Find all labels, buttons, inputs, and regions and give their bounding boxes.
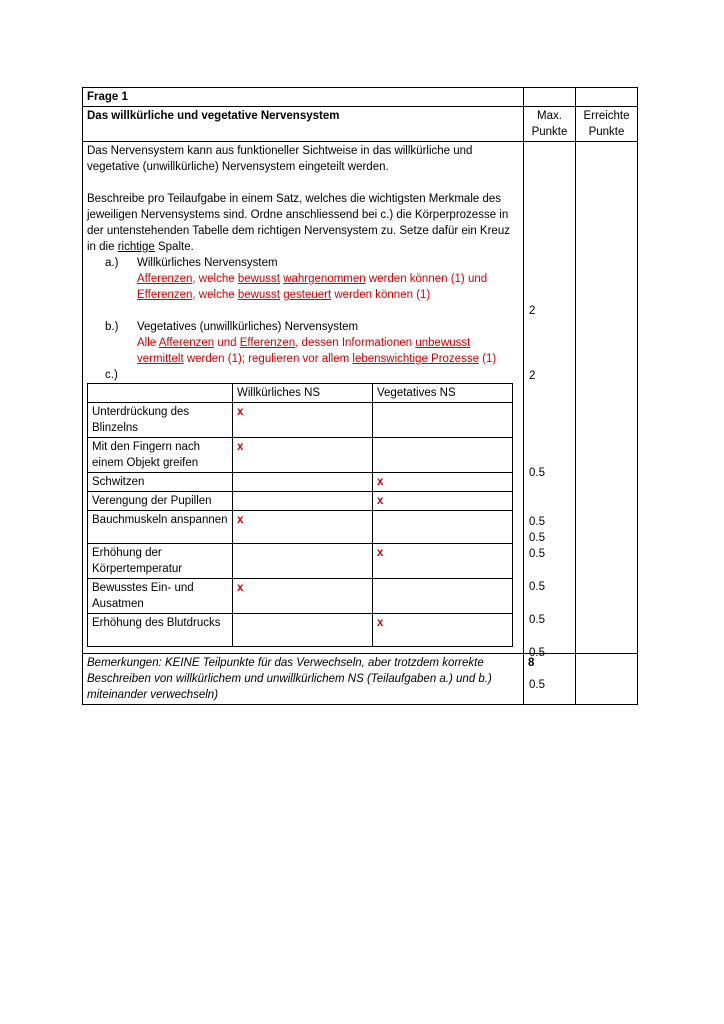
frage-row bbox=[83, 88, 638, 107]
assignment-table bbox=[87, 383, 513, 647]
points-c-item: 0.5 bbox=[529, 548, 545, 560]
willkuerlich-mark: x bbox=[233, 403, 373, 438]
table-row bbox=[88, 614, 513, 647]
subtask-a-answer: Afferenzen, welche bewusst wahrgenommen werden können (1) und Efferenzen, welche bewusst gesteuert werden können (1) bbox=[137, 273, 488, 301]
max-points-column bbox=[524, 142, 576, 691]
max-points-header: Max. Punkte bbox=[524, 107, 576, 142]
empty-cell bbox=[88, 384, 233, 403]
achieved-points-header: Erreichte Punkte bbox=[576, 107, 638, 142]
empty-cell bbox=[576, 654, 638, 705]
vegetativ-mark: x bbox=[373, 492, 513, 511]
process-label: Mit den Fingern nach einem Objekt greifen bbox=[88, 438, 233, 473]
points-c-item: 0.5 bbox=[529, 614, 545, 626]
vegetativ-mark bbox=[373, 511, 513, 544]
table-row bbox=[88, 511, 513, 544]
willkuerlich-mark bbox=[233, 614, 373, 647]
willkuerlich-mark: x bbox=[233, 579, 373, 614]
process-label: Verengung der Pupillen bbox=[88, 492, 233, 511]
table-row bbox=[88, 473, 513, 492]
subtask-c bbox=[87, 367, 519, 383]
points-c-item: 0.5 bbox=[529, 467, 545, 479]
process-label: Unterdrückung des Blinzelns bbox=[88, 403, 233, 438]
process-label: Erhöhung des Blutdrucks bbox=[88, 614, 233, 647]
points-c-item: 0.5 bbox=[529, 647, 545, 659]
title-row bbox=[83, 107, 638, 142]
points-c-item: 0.5 bbox=[529, 679, 545, 691]
remarks-text: Bemerkungen: KEINE Teilpunkte für das Verwechseln, aber trotzdem korrekte Beschreiben von willkürlichem und unwillkürlichem NS (Teilaufgaben a.) und b.) miteinander verwechseln) bbox=[83, 654, 524, 705]
subtask-a bbox=[87, 255, 519, 303]
willkuerlich-mark bbox=[233, 473, 373, 492]
empty-cell bbox=[576, 88, 638, 107]
willkuerlich-mark: x bbox=[233, 438, 373, 473]
vegetativ-mark bbox=[373, 579, 513, 614]
process-label: Bauchmuskeln anspannen bbox=[88, 511, 233, 544]
table-row bbox=[88, 579, 513, 614]
question-table bbox=[82, 87, 638, 705]
content-row bbox=[83, 142, 638, 654]
subtask-c-label: c.) bbox=[105, 369, 118, 381]
points-a: 2 bbox=[529, 305, 536, 317]
vegetativ-mark bbox=[373, 403, 513, 438]
vegetativ-mark: x bbox=[373, 614, 513, 647]
process-label: Bewusstes Ein- und Ausatmen bbox=[88, 579, 233, 614]
subtask-b bbox=[87, 319, 519, 367]
points-c-item: 0.5 bbox=[529, 516, 545, 528]
process-label: Schwitzen bbox=[88, 473, 233, 492]
question-body bbox=[83, 142, 524, 654]
empty-cell bbox=[524, 88, 576, 107]
achieved-points-column bbox=[576, 142, 638, 654]
subtask-b-answer: Alle Afferenzen und Efferenzen, dessen Informationen unbewusst vermittelt werden (1); regulieren vor allem lebenswichtige Prozesse (1) bbox=[137, 337, 497, 365]
willkuerlich-mark: x bbox=[233, 511, 373, 544]
subtask-b-label: b.) bbox=[105, 321, 119, 333]
subtask-a-label: a.) bbox=[105, 257, 119, 269]
table-row bbox=[88, 438, 513, 473]
willkuerlich-mark bbox=[233, 544, 373, 579]
vegetativ-mark: x bbox=[373, 473, 513, 492]
subtask-b-title: Vegetatives (unwillkürliches) Nervensystem bbox=[137, 321, 359, 333]
points-b: 2 bbox=[529, 370, 536, 382]
task-underlined: richtige bbox=[117, 241, 155, 253]
col-vegetativ-header: Vegetatives NS bbox=[373, 384, 513, 403]
assignment-header-row bbox=[88, 384, 513, 403]
willkuerlich-mark bbox=[233, 492, 373, 511]
points-c-item: 0.5 bbox=[529, 581, 545, 593]
frage-label: Frage 1 bbox=[83, 88, 524, 107]
question-title: Das willkürliche und vegetative Nervensystem bbox=[83, 107, 524, 142]
table-row bbox=[88, 544, 513, 579]
intro-text: Das Nervensystem kann aus funktioneller Sichtweise in das willkürliche und vegetative (unwillkürliche) Nervensystem eingeteilt werden. bbox=[87, 145, 473, 173]
task-text: Beschreibe pro Teilaufgabe in einem Satz, welches die wichtigsten Merkmale des jeweiligen Nervensystems sind. Ordne anschliessend bei c.) die Körperprozesse in der untenstehenden Tabelle dem richtigen Nervensystem zu. Setze dafür ein Kreuz in die richtige Spalte. bbox=[87, 193, 510, 253]
col-willkuerlich-header: Willkürliches NS bbox=[233, 384, 373, 403]
table-row bbox=[88, 403, 513, 438]
total-points: 8 bbox=[524, 654, 576, 705]
remarks-row bbox=[83, 654, 638, 705]
table-row bbox=[88, 492, 513, 511]
process-label: Erhöhung der Körpertemperatur bbox=[88, 544, 233, 579]
subtask-a-title: Willkürliches Nervensystem bbox=[137, 257, 278, 269]
vegetativ-mark bbox=[373, 438, 513, 473]
points-c-item: 0.5 bbox=[529, 532, 545, 544]
vegetativ-mark: x bbox=[373, 544, 513, 579]
